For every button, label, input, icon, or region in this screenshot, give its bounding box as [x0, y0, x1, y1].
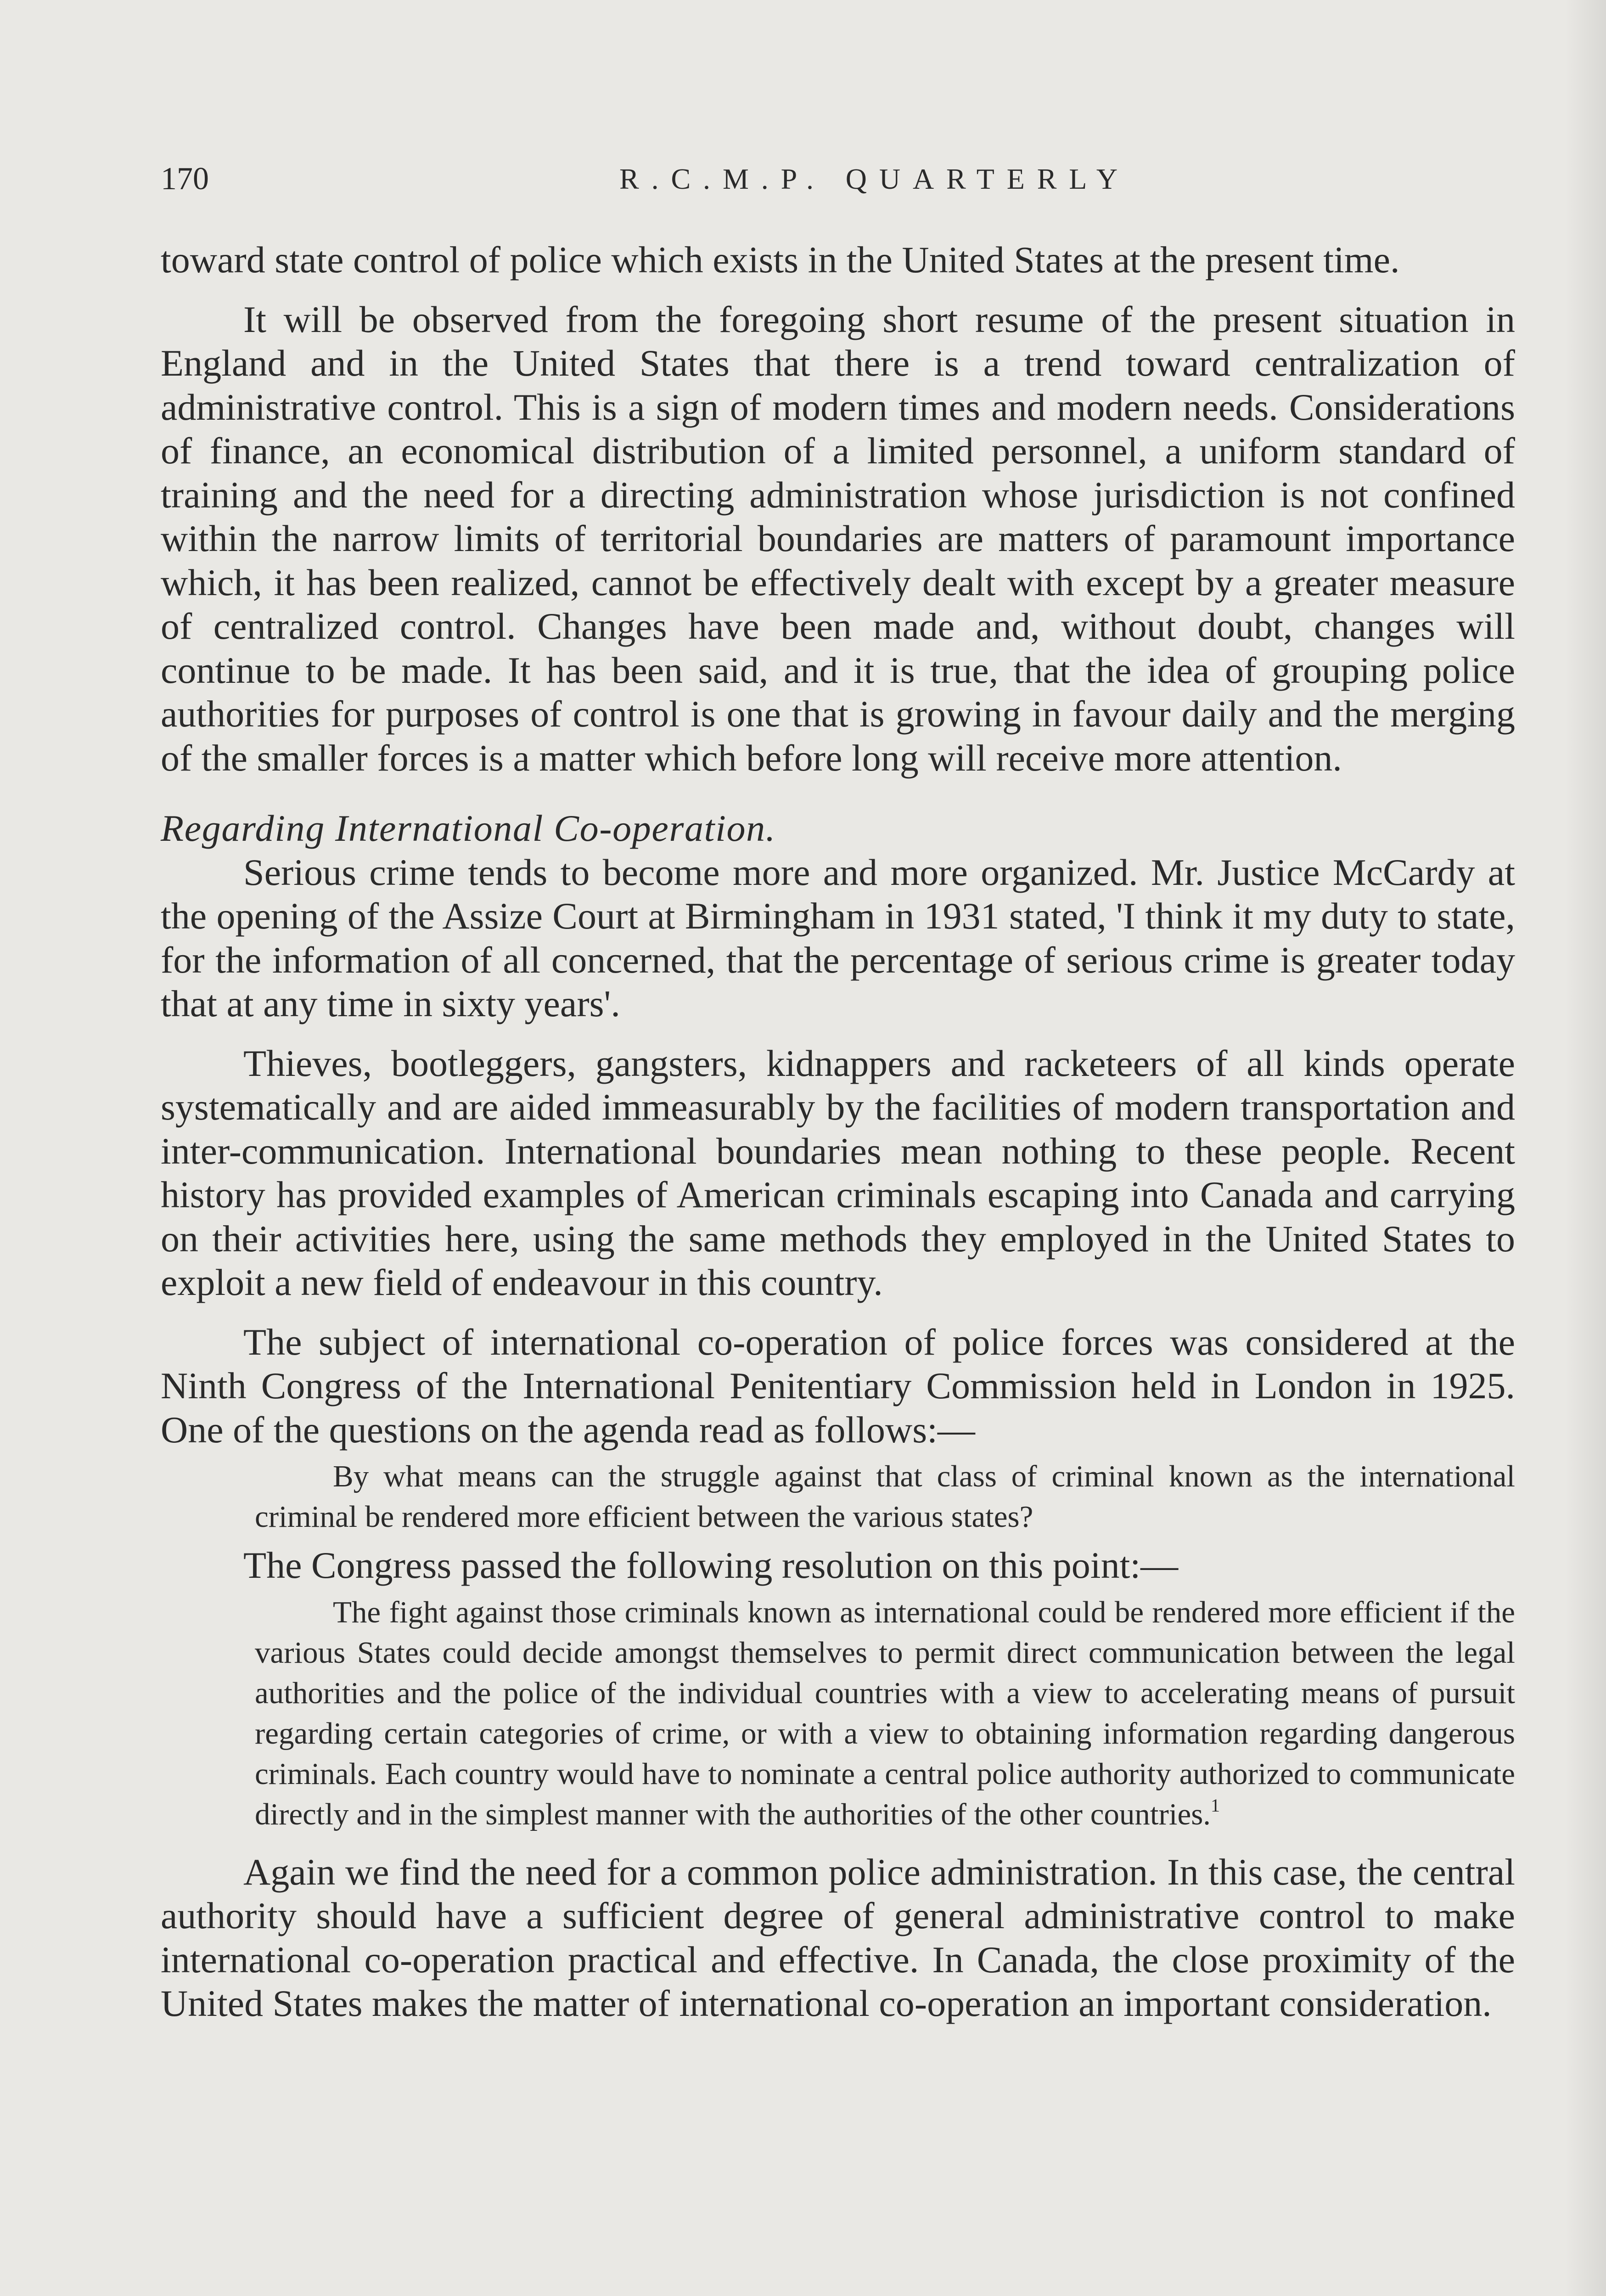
body-text [161, 238, 1515, 2026]
page-number: 170 [161, 161, 209, 197]
page-edge-shadow [1565, 0, 1606, 2296]
section-heading: Regarding International Co-operation. [161, 807, 776, 849]
page-header [161, 152, 1515, 207]
paragraph-continued: toward state control of police which exists in the United States at the present time. [161, 239, 1400, 281]
quote-text: By what means can the struggle against that class of criminal known as the international criminal be rendered more efficient between the various states? [255, 1459, 1515, 1534]
running-title: R.C.M.P. QUARTERLY [619, 163, 1130, 195]
paragraph-international-congress: The subject of international co-operation of police forces was considered at the Ninth Congress of the International Penitentiary Commission held in London in 1925. One of the questions on the agenda read as follows:— [161, 1321, 1515, 1451]
agenda-question-quote [255, 1456, 1515, 1537]
paragraph-serious-crime: Serious crime tends to become more and more organized. Mr. Justice McCardy at the opening of the Assize Court at Birmingham in 1931 stated, 'I think it my duty to state, for the information of all concerned, that the percentage of serious crime is greater today that at any time in sixty years'. [161, 851, 1515, 1024]
resolution-text: The fight against those criminals known as international could be rendered more efficient if the various States could decide amongst themselves to permit direct communication between the legal authorities and the police of the individual countries with a view to accelerating means of pursuit regarding certain categories of crime, or with a view to obtaining information regarding dangerous criminals. Each country would have to nominate a central police authority authorized to communicate directly and in the simplest manner with the authorities of the other countries. [255, 1595, 1515, 1831]
paragraph-resolution-intro: The Congress passed the following resolution on this point:— [243, 1544, 1179, 1586]
quote-text [255, 1592, 1515, 1835]
resolution-quote [255, 1592, 1515, 1835]
footnote-reference: 1 [1211, 1795, 1220, 1816]
paragraph-thieves: Thieves, bootleggers, gangsters, kidnappers and racketeers of all kinds operate systematically and are aided immeasurably by the facilities of modern transportation and inter-communication. International boundaries mean nothing to these people. Recent history has provided examples of American criminals escaping into Canada and carrying on their activities here, using the same methods they employed in the United States to exploit a new field of endeavour in this country. [161, 1042, 1515, 1303]
paragraph-centralization: It will be observed from the foregoing short resume of the present situation in England and in the United States that there is a trend toward centralization of administrative control. This is a sign of modern times and modern needs. Considerations of finance, an economical distribution of a limited personnel, a uniform standard of training and the need for a directing administration whose jurisdiction is not confined within the narrow limits of territorial boundaries are matters of paramount importance which, it has been realized, cannot be effectively dealt with except by a greater measure of centralized control. Changes have been made and, without doubt, changes will continue to be made. It has been said, and it is true, that the idea of grouping police authorities for purposes of control is one that is growing in favour daily and the merging of the smaller forces is a matter which before long will receive more attention. [161, 298, 1515, 779]
paragraph-common-administration: Again we find the need for a common police administration. In this case, the central authority should have a sufficient degree of general administrative control to make international co-operation practical and effective. In Canada, the close proximity of the United States makes the matter of international co-operation an important consideration. [161, 1851, 1515, 2024]
